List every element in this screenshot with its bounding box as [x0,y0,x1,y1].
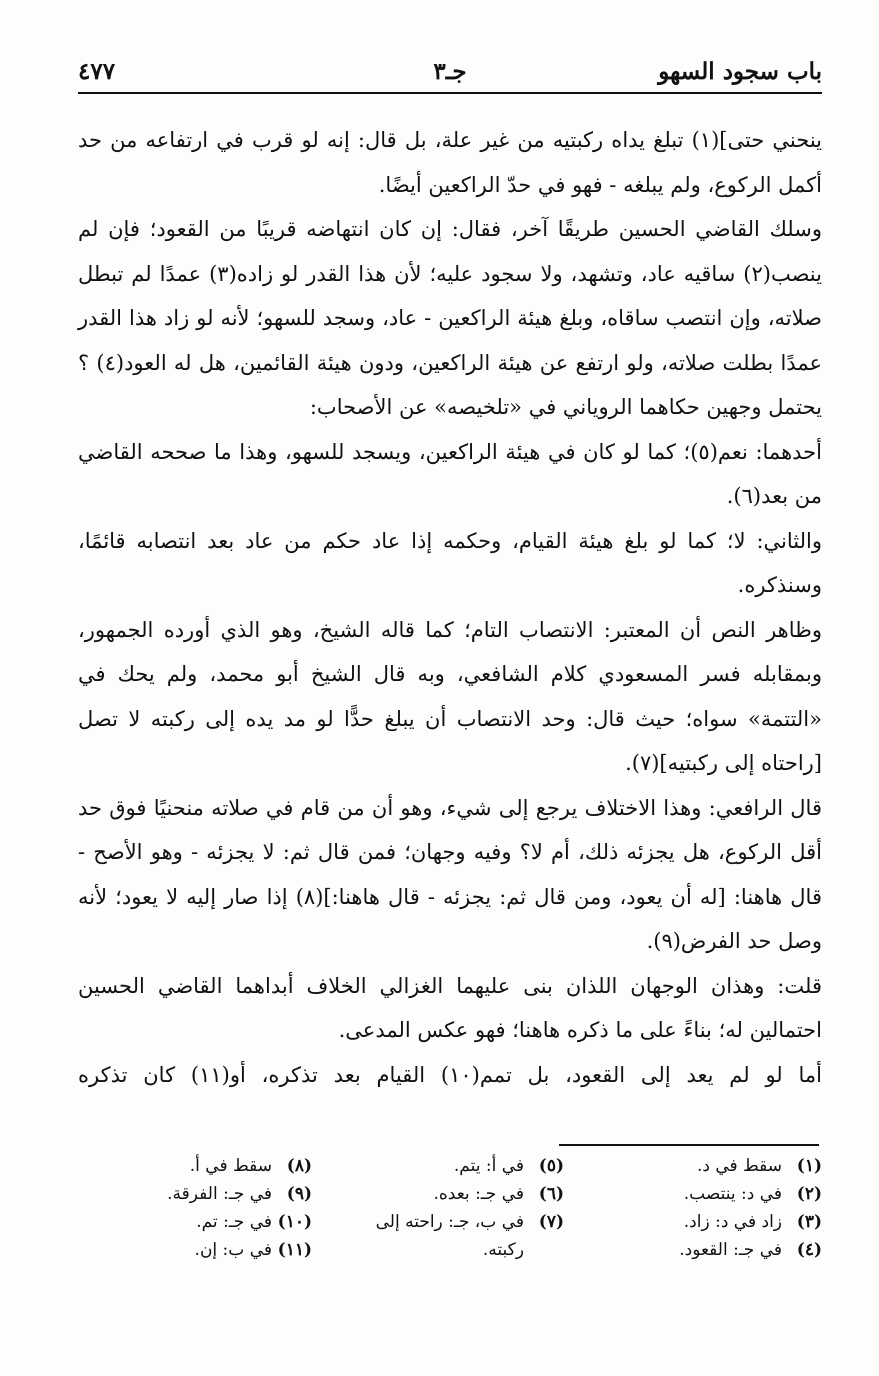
footnote [332,1180,564,1208]
footnote-number: (٣) [796,1212,822,1232]
footnote [590,1208,822,1236]
footnote [590,1152,822,1180]
footnote-column [80,1152,312,1264]
paragraph: أما لو لم يعد إلى القعود، بل تمم(١٠) القيام بعد تذكره، أو(١١) كان تذكره [78,1062,822,1087]
paragraph: وسلك القاضي الحسين طريقًا آخر، فقال: إن كان انتهاضه قريبًا من القعود؛ فإن لم ينصب(٢) ساقيه عاد، وتشهد، ولا سجود عليه؛ لأن هذا القدر لو زاده(٣) عمدًا لم تبطل صلاته، وإن انتصب ساقاه، وبلغ هيئة الراكعين - عاد، وسجد للسهو؛ لأنه لو زاد هذا القدر عمدًا بطلت صلاته، ولو ارتفع عن هيئة الراكعين، ودون هيئة القائمين، هل له العود(٤) ؟ يحتمل وجهين حكاهما الروياني في «تلخيصه» عن الأصحاب: [78,217,822,419]
footnote-number: (٨) [286,1156,312,1176]
page-header [78,52,822,94]
footnote-text: في جـ: القعود. [679,1240,782,1260]
footnote [80,1208,312,1236]
footnote-text: في جـ: بعده. [433,1184,524,1204]
footnote-text: زاد في د: زاد. [683,1212,782,1232]
paragraph: أحدهما: نعم(٥)؛ كما لو كان في هيئة الراكعين، ويسجد للسهو، وهذا ما صححه القاضي من بعد(٦). [78,439,822,508]
footnote-number: (٥) [538,1156,564,1176]
footnote [332,1152,564,1180]
footnote-text: في ب، جـ: راحته إلى [375,1212,524,1232]
footnote-divider [559,1144,819,1146]
footnote-number: (١١) [277,1240,312,1260]
paragraph: وظاهر النص أن المعتبر: الانتصاب التام؛ كما قاله الشيخ، وهو الذي أورده الجمهور، وبمقابله فسر المسعودي كلام الشافعي، وبه قال الشيخ أبو محمد، ولم يحك في «التتمة» سواه؛ حيث قال: وحد الانتصاب أن يبلغ حدًّا لو مد يده إلى ركبته لا تصل [راحتاه إلى ركبتيه](٧). [78,617,822,775]
footnote [80,1236,312,1264]
paragraph: والثاني: لا؛ كما لو بلغ هيئة القيام، وحكمه إذا عاد حكم من عاد بعد انتصابه قائمًا، وسنذكره. [78,528,822,597]
footnote [80,1180,312,1208]
footnote-number [524,1236,564,1264]
footnote-number: (١) [796,1156,822,1176]
volume-label: جـ٣ [433,58,467,85]
paragraph: قلت: وهذان الوجهان اللذان بنى عليهما الغزالي الخلاف أبداهما القاضي الحسين احتمالين له؛ بناءً على ما ذكره هاهنا؛ فهو عكس المدعى. [78,973,822,1042]
footnote [332,1236,564,1264]
footnote-text: في جـ: الفرقة. [167,1184,272,1204]
paragraph: قال الرافعي: وهذا الاختلاف يرجع إلى شيء، وهو أن من قام في صلاته منحنيًا فوق حد أقل الركوع، هل يجزئه ذلك، أم لا؟ وفيه وجهان؛ فمن قال ثم: لا يجزئه - وهو الأصح - قال هاهنا: [له أن يعود، ومن قال ثم: يجزئه - قال هاهنا:](٨) إذا صار إليه لا يعود؛ لأنه وصل حد الفرض(٩). [78,795,822,953]
footnote-column [332,1152,564,1264]
footnote [590,1180,822,1208]
footnote [332,1208,564,1236]
footnote [590,1236,822,1264]
footnote-text: سقط في أ. [189,1156,272,1176]
page-number: ٤٧٧ [78,58,116,85]
footnotes [110,1152,822,1282]
footnote-number: (٤) [796,1240,822,1260]
footnote-text: في د: ينتصب. [683,1184,782,1204]
footnote-number: (٢) [796,1184,822,1204]
footnote-text: ركبته. [482,1240,524,1260]
footnote-text: في ب: إن. [194,1240,272,1260]
footnote-text: سقط في د. [696,1156,782,1176]
paragraph: ينحني حتى](١) تبلغ يداه ركبتيه من غير علة، بل قال: إنه لو قرب في ارتفاعه من حد أكمل الركوع، ولم يبلغه - فهو في حدّ الراكعين أيضًا. [78,128,822,197]
footnote-text: في أ: يتم. [453,1156,524,1176]
footnote-text: في جـ: تم. [196,1212,272,1232]
footnote-number: (٦) [538,1184,564,1204]
footnote [80,1152,312,1180]
footnote-number: (٩) [286,1184,312,1204]
footnote-number: (٧) [538,1212,564,1232]
footnote-number: (١٠) [277,1212,312,1232]
chapter-title: باب سجود السهو [658,58,822,85]
main-text [78,118,822,1097]
footnote-column [590,1152,822,1264]
